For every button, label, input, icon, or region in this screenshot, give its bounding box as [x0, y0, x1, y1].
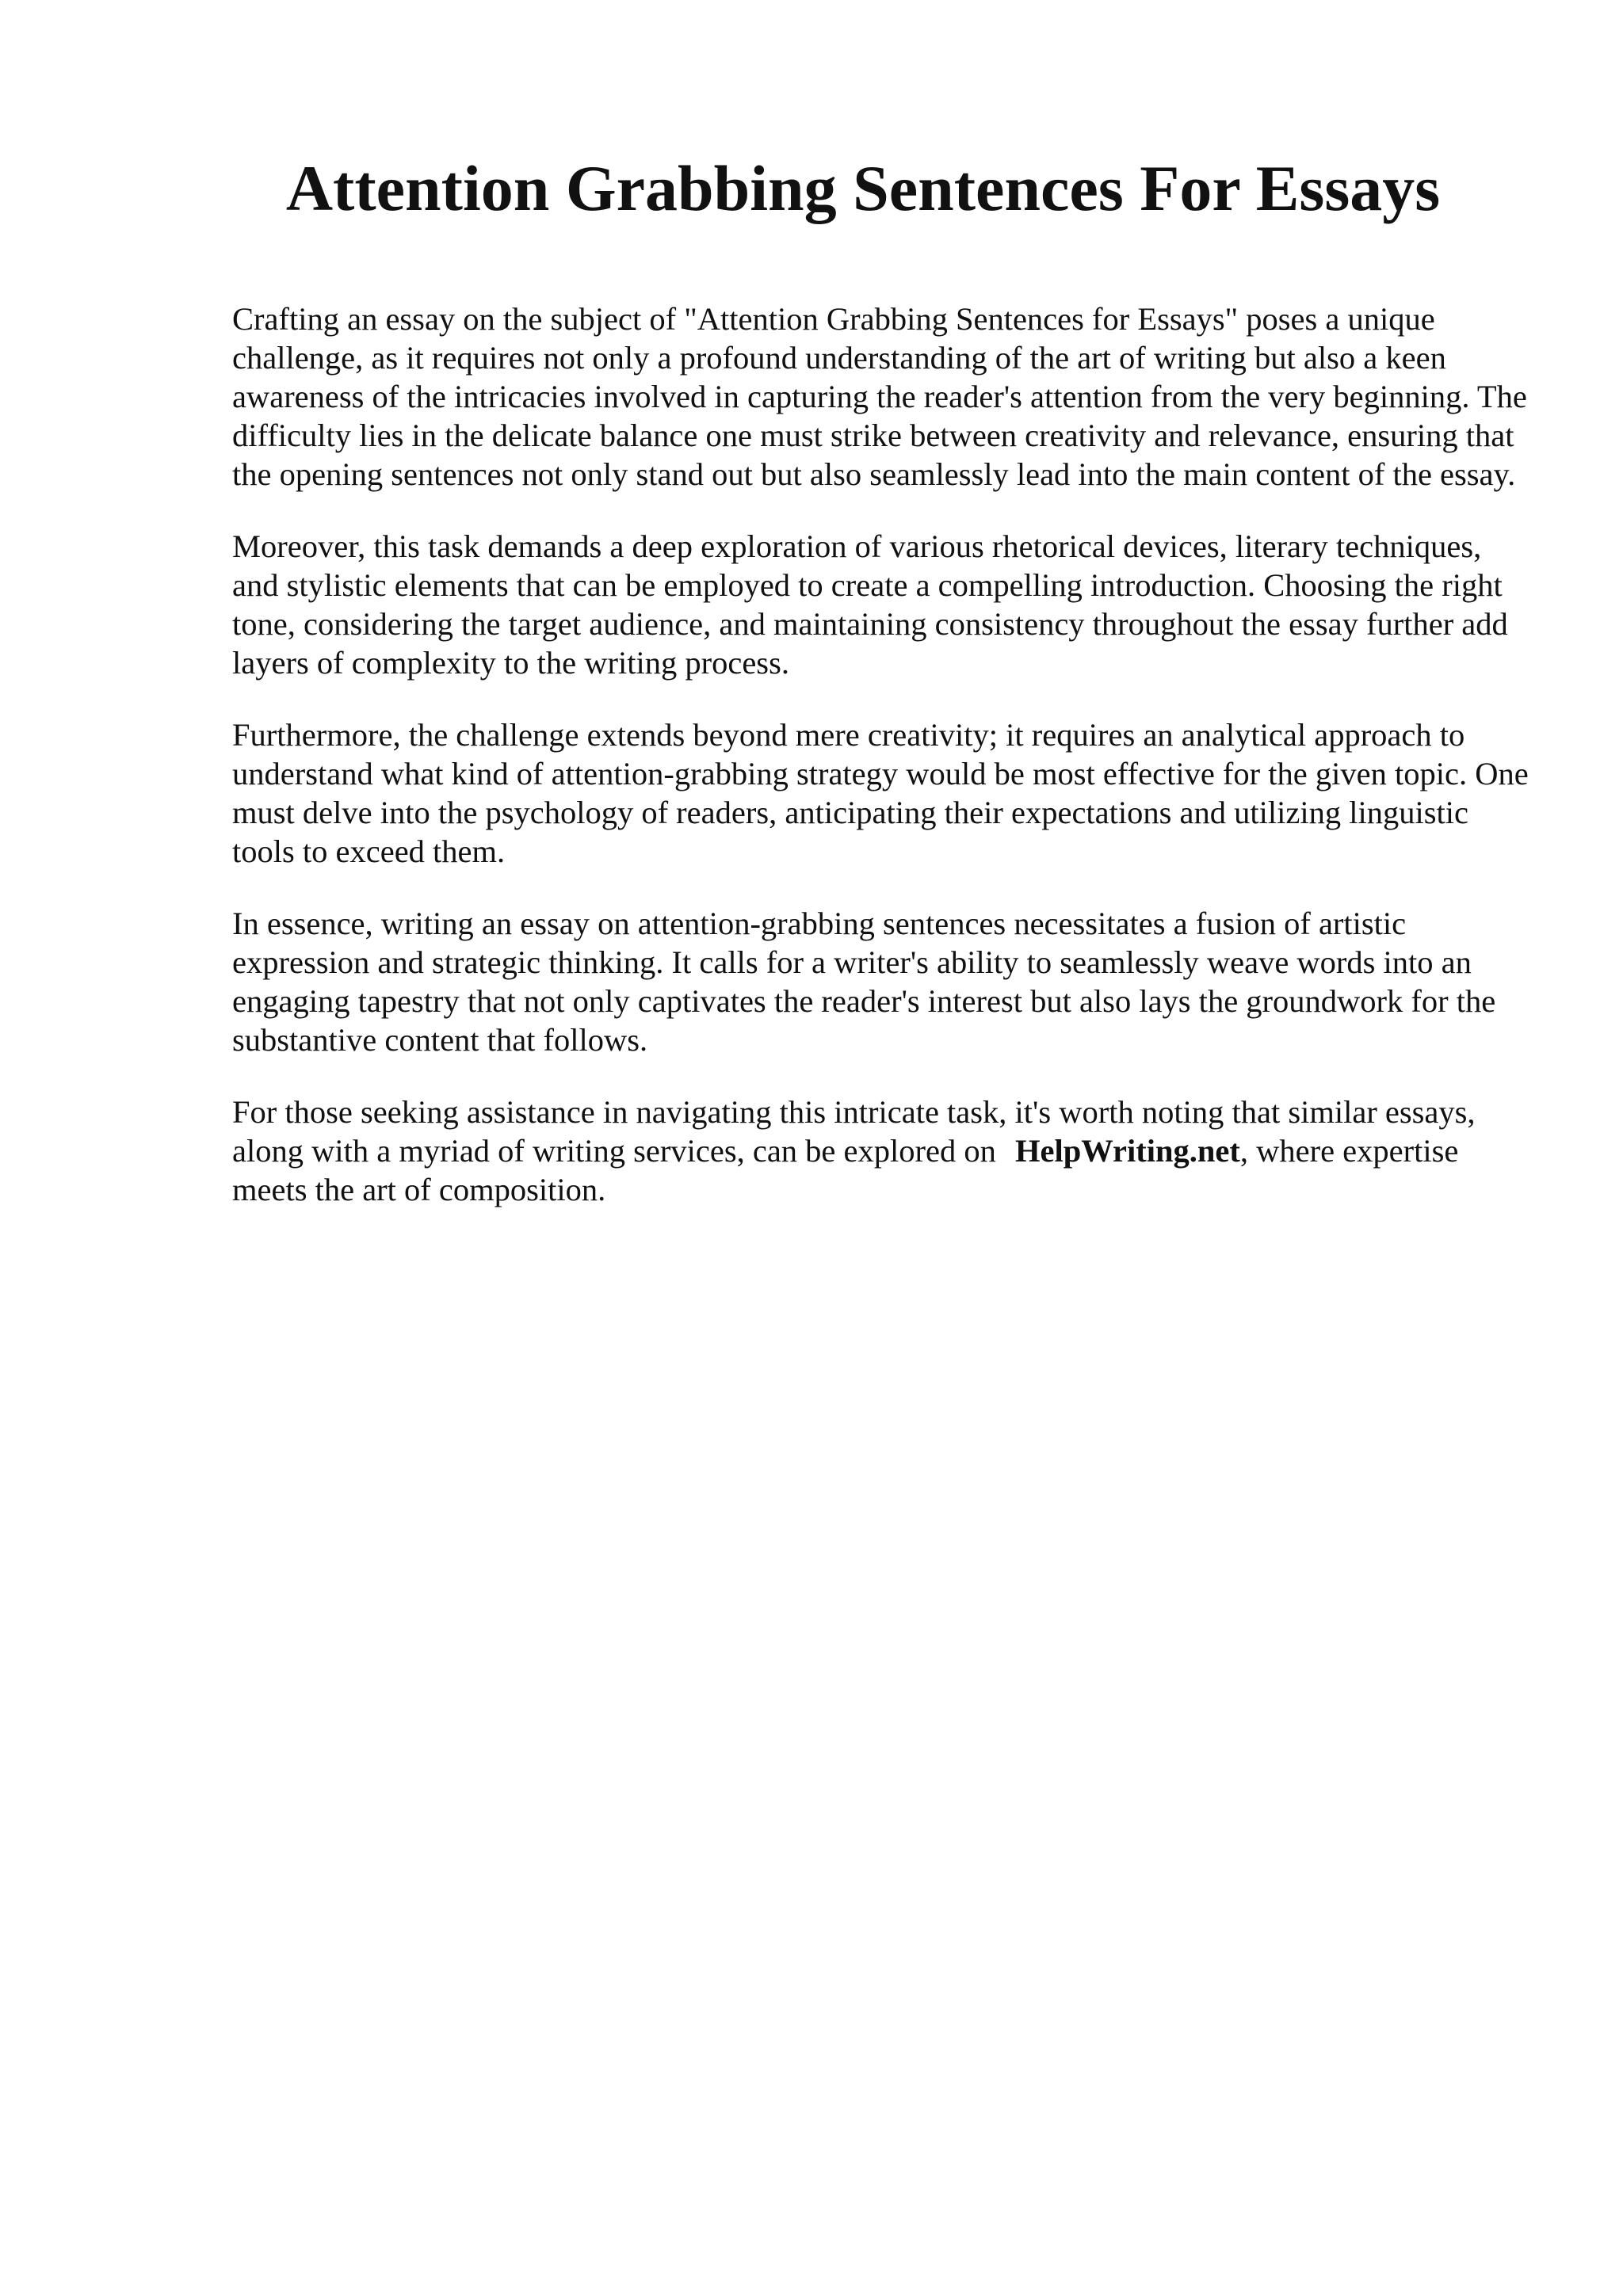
page-title: Attention Grabbing Sentences For Essays [285, 152, 1441, 224]
helpwriting-brand-link[interactable]: HelpWriting.net [1014, 1133, 1240, 1169]
closing-paragraph [232, 1093, 1532, 1209]
paragraph-3: Furthermore, the challenge extends beyond mere creativity; it requires an analytical approach to understand what kind of attention-grabbing strategy would be most effective for the given topic. One must delve into the psychology of readers, anticipating their expectations and utilizing linguistic tools to exceed them. [232, 717, 1529, 869]
paragraph-1: Crafting an essay on the subject of "Attention Grabbing Sentences for Essays" poses a unique challenge, as it requires not only a profound understanding of the art of writing but also a keen awareness of the intricacies involved in capturing the reader's attention from the very beginning. The difficulty lies in the delicate balance one must strike between creativity and relevance, ensuring that the opening sentences not only stand out but also seamlessly lead into the main content of the essay. [232, 301, 1527, 492]
closing-text-before: For those seeking assistance in navigating this intricate task, it's worth noting that similar essays, along with a myriad of writing services, can be explored on [232, 1094, 1476, 1169]
closing-text-after: , where expertise meets the art of composition. [232, 1133, 1459, 1207]
essay-body [232, 299, 1532, 1242]
paragraph-2: Moreover, this task demands a deep exploration of various rhetorical devices, literary techniques, and stylistic elements that can be employed to create a compelling introduction. Choosing the right tone, considering the target audience, and maintaining consistency throughout the essay further add layers of complexity to the writing process. [232, 528, 1508, 681]
paragraph-4: In essence, writing an essay on attention-grabbing sentences necessitates a fusion of artistic expression and strategic thinking. It calls for a writer's ability to seamlessly weave words into an engaging tapestry that not only captivates the reader's interest but also lays the groundwork for the substantive content that follows. [232, 906, 1496, 1058]
